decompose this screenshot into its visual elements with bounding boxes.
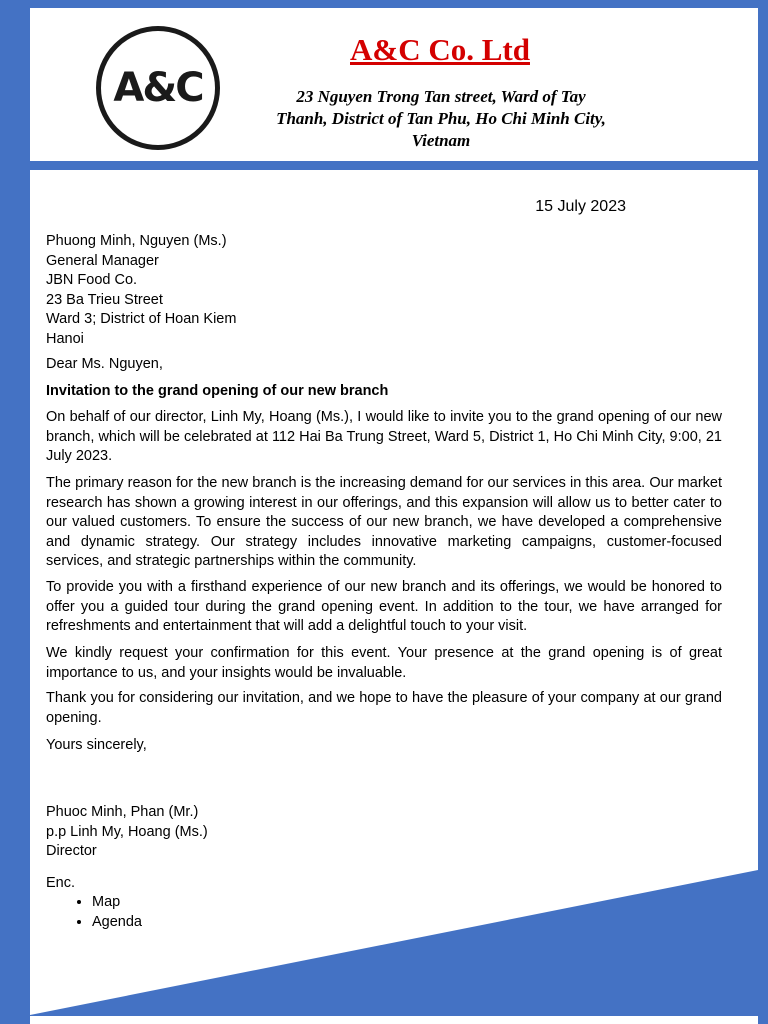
bottom-bar xyxy=(30,1016,758,1024)
paragraph: We kindly request your confirmation for this event. Your presence at the grand opening is of great importance to us, and your insights would be invaluable. xyxy=(46,645,722,681)
paragraph: On behalf of our director, Linh My, Hoang (Ms.), I would like to invite you to the grand opening of our new branch, which will be celebrated at 112 Hai Ba Trung Street, Ward 5, District 1, Ho Chi Minh City, 9:00, 21 July 2023. xyxy=(46,409,722,464)
paragraph: Thank you for considering our invitation, and we hope to have the pleasure of your company at our grand opening. xyxy=(46,690,722,726)
salutation: Dear Ms. Nguyen, xyxy=(46,356,163,372)
paragraph: The primary reason for the new branch is the increasing demand for our services in this area. Our market research has shown a growing interest in our offerings, and this expansion will allow us to better cater to our valued customers. To ensure the success of our new branch, we have developed a comprehensive and dynamic strategy. Our strategy includes innovative marketing campaigns, customer-focused services, and strategic partnerships within the community. xyxy=(46,475,722,569)
signature-line: Director xyxy=(46,843,97,859)
closing: Yours sincerely, xyxy=(46,737,147,753)
recipient-line: Phuong Minh, Nguyen (Ms.) xyxy=(46,233,227,249)
signature-line: p.p Linh My, Hoang (Ms.) xyxy=(46,823,208,840)
company-address xyxy=(250,86,632,152)
company-logo xyxy=(96,26,220,150)
recipient-line: 23 Ba Trieu Street xyxy=(46,291,163,308)
recipient-line: Hanoi xyxy=(46,330,84,347)
letter-page xyxy=(30,170,758,1015)
subject-line: Invitation to the grand opening of our new branch xyxy=(46,383,389,399)
enclosure-item: • Agenda xyxy=(92,913,758,933)
letter-date: 15 July 2023 xyxy=(535,198,626,215)
address-line: 23 Nguyen Trong Tan street, Ward of Tay xyxy=(296,87,586,106)
recipient-line: General Manager xyxy=(46,252,159,269)
enclosure-label: Enc. xyxy=(46,875,76,891)
logo-text: A&C xyxy=(113,65,203,111)
address-line: Vietnam xyxy=(411,131,471,150)
recipient-block xyxy=(46,232,722,349)
signature-block xyxy=(46,803,722,862)
paragraph: To provide you with a firsthand experience of our new branch and its offerings, we would be honored to offer you a guided tour during the grand opening event. In addition to the tour, we have arranged for refreshments and entertainment that will add a delightful touch to your visit. xyxy=(46,579,722,634)
enclosure-list xyxy=(46,893,758,932)
letterhead xyxy=(30,8,758,161)
address-line: Thanh, District of Tan Phu, Ho Chi Minh City, xyxy=(276,109,606,128)
recipient-line: Ward 3; District of Hoan Kiem xyxy=(46,311,237,327)
company-name: A&C Co. Ltd xyxy=(350,32,530,67)
recipient-line: JBN Food Co. xyxy=(46,272,138,288)
signature-line: Phuoc Minh, Phan (Mr.) xyxy=(46,804,199,820)
enclosure-item: • Map xyxy=(92,893,758,913)
